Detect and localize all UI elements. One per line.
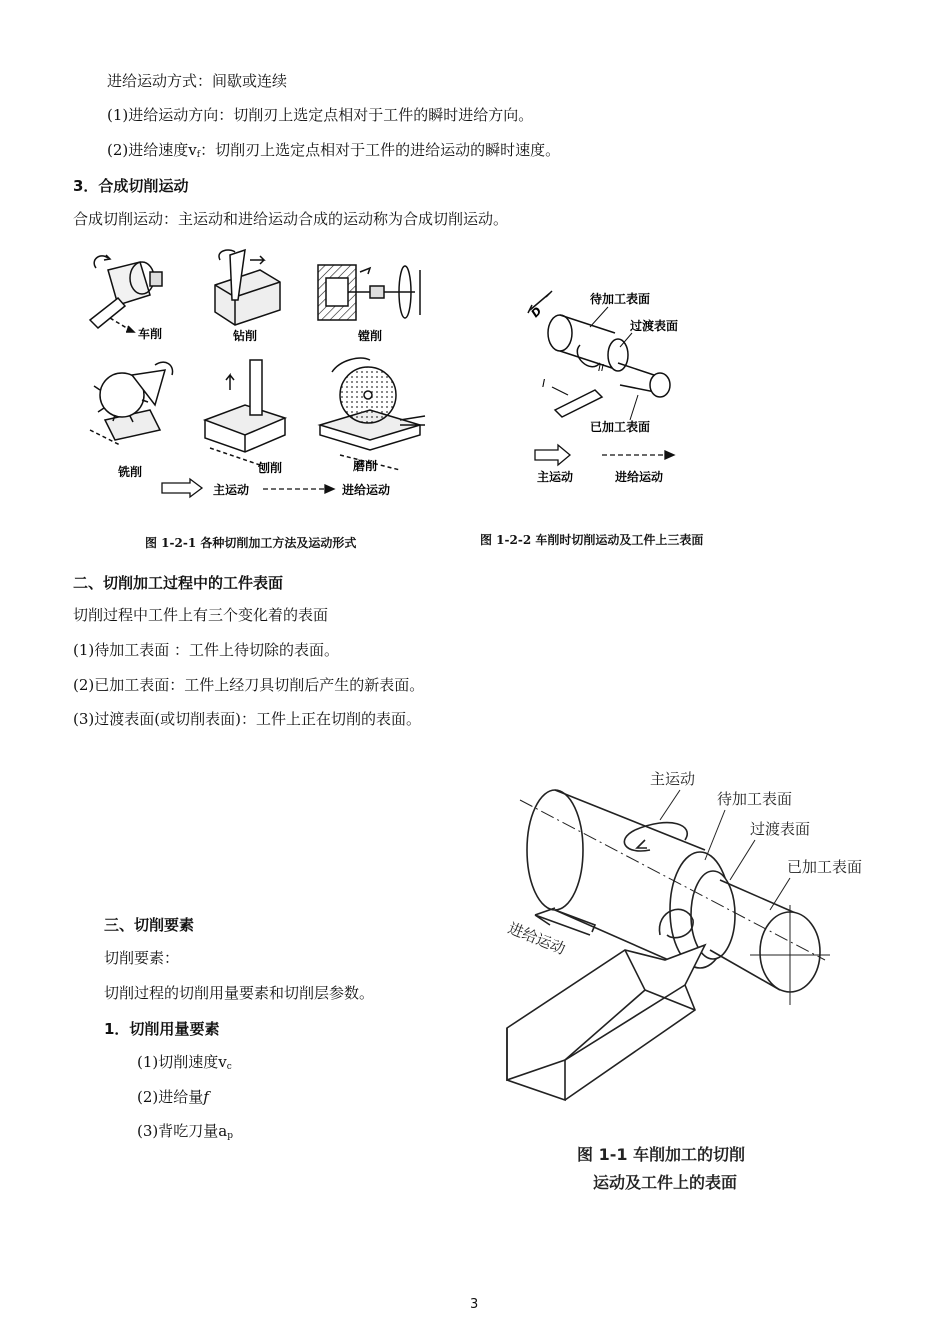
heading-synthesized-motion: 3．合成切削运动: [73, 177, 189, 195]
figure-caption-1-2-2: 图 1-2-2 车削时切削运动及工件上三表面: [480, 533, 704, 547]
fig2-I-label: I: [542, 377, 546, 390]
planing-illustration: [205, 360, 285, 465]
param-depth-sub: p: [227, 1131, 233, 1141]
fig2-legend-main-arrow: [535, 445, 570, 465]
fig2-legend-main-label: 主运动: [537, 470, 574, 484]
param-cutting-speed: [137, 1052, 232, 1077]
feed-speed-text-b: ：切削刃上选定点相对于工件的进给运动的瞬时速度。: [200, 141, 561, 159]
grinding-label: 磨削: [353, 459, 378, 473]
fig1-legend-main-label: 主运动: [213, 483, 250, 497]
param-depth-text: (3)背吃刀量a: [137, 1122, 228, 1140]
param-cutting-speed-text: (1)切削速度v: [137, 1053, 227, 1071]
fig1-legend-feed-arrow: [263, 485, 334, 493]
fig2-II-label: II: [598, 363, 604, 374]
grinding-illustration: [320, 358, 425, 470]
feed-speed-subscript: f: [196, 150, 201, 160]
param-feed-text: (2)进给量: [137, 1088, 204, 1106]
fig3-main-motion-label: 主运动: [650, 770, 696, 788]
surfaces-intro: 切削过程中工件上有三个变化着的表面: [73, 606, 329, 624]
figure-turning-three-surfaces: [520, 285, 700, 490]
param-depth-of-cut: [137, 1121, 233, 1146]
boring-label: 镗削: [358, 329, 383, 343]
fig2-workpiece: [528, 291, 670, 417]
fig2-transition-label: 过渡表面: [630, 319, 679, 333]
turning-label: 车削: [138, 327, 163, 341]
surface-item-to-be-machined: (1)待加工表面 ：工件上待切除的表面。: [73, 641, 340, 659]
boring-illustration: [318, 265, 420, 320]
fig2-to-be-machined-label: 待加工表面: [590, 292, 651, 306]
fig2-legend-feed-label: 进给运动: [615, 470, 664, 484]
drilling-illustration: [215, 250, 280, 325]
milling-illustration: [90, 362, 173, 445]
fig1-legend-main-arrow: [162, 479, 202, 497]
synthesized-motion-line: 合成切削运动：主运动和进给运动合成的运动称为合成切削运动。: [73, 210, 509, 228]
heading-cutting-elements: 三、切削要素: [104, 916, 195, 934]
figure-caption-1-2-1: 图 1-2-1 各种切削加工方法及运动形式: [145, 536, 357, 550]
fig2-machined-label: 已加工表面: [590, 420, 651, 434]
heading-workpiece-surfaces: 二、切削加工过程中的工件表面: [73, 574, 284, 592]
surface-item-machined: (2)已加工表面：工件上经刀具切削后产生的新表面。: [73, 676, 425, 694]
fig3-transition-label: 过渡表面: [750, 820, 811, 838]
fig3-caption-line2: 运动及工件上的表面: [593, 1173, 738, 1190]
param-feed-symbol: f: [203, 1088, 209, 1106]
fig3-feed-motion-label: 进给运动: [505, 919, 568, 959]
fig2-D-label: D: [528, 304, 545, 321]
feed-mode-line: 进给运动方式：间歇或连续: [107, 72, 288, 90]
drilling-label: 钻削: [233, 329, 258, 343]
cutting-elements-intro: 切削要素：: [104, 949, 180, 967]
surface-item-transition: (3)过渡表面(或切削表面)：工件上正在切削的表面。: [73, 710, 421, 728]
heading-cutting-parameters: 1．切削用量要素: [104, 1020, 220, 1038]
planing-label: 刨削: [258, 461, 283, 475]
page-number: 3: [470, 1297, 479, 1312]
fig3-caption-line1: 图 1-1 车削加工的切削: [577, 1145, 746, 1164]
fig1-legend-feed-label: 进给运动: [342, 483, 391, 497]
param-cutting-speed-sub: c: [226, 1062, 232, 1072]
fig3-machined-label: 已加工表面: [787, 858, 863, 876]
cutting-elements-desc: 切削过程的切削用量要素和切削层参数。: [104, 984, 375, 1002]
feed-direction-line: (1)进给运动方向：切削刃上选定点相对于工件的瞬时进给方向。: [107, 106, 534, 124]
fig3-to-be-machined-label: 待加工表面: [717, 790, 793, 808]
feed-speed-text-a: (2)进给速度v: [107, 141, 197, 159]
figure-cutting-methods: [70, 240, 440, 510]
figure-turning-large: [495, 760, 885, 1190]
param-feed: [137, 1087, 209, 1107]
fig2-legend-feed-arrow: [602, 451, 674, 459]
turning-illustration: [90, 255, 162, 332]
feed-speed-line: [107, 140, 560, 165]
milling-label: 铣削: [118, 465, 143, 479]
